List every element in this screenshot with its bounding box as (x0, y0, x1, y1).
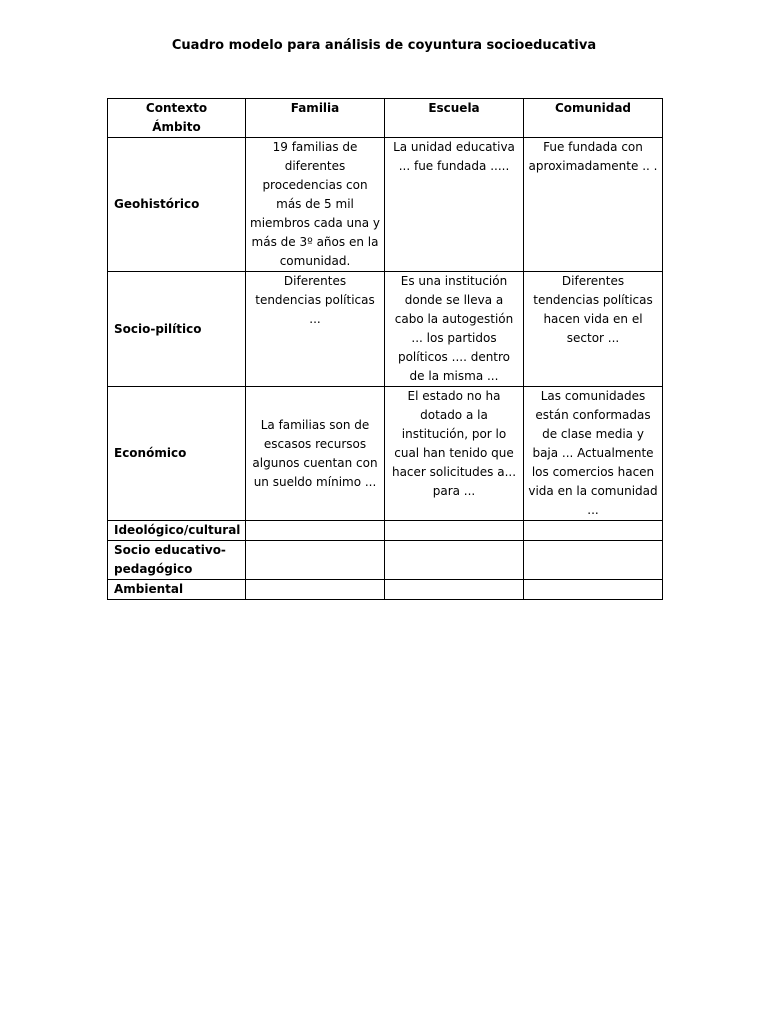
row-label-ambiental: Ambiental (108, 580, 246, 600)
header-comunidad: Comunidad (524, 99, 663, 138)
cell-comunidad (524, 541, 663, 580)
cell-escuela: Es una institución donde se lleva a cabo la autogestión ... los partidos políticos .... dentro de la misma ... (385, 272, 524, 387)
row-label-socio-politico: Socio-pilítico (108, 272, 246, 387)
document-title: Cuadro modelo para análisis de coyuntura socioeducativa (171, 38, 597, 53)
cell-escuela: El estado no ha dotado a la institución, por lo cual han tenido que hacer solicitudes a... para ... (385, 387, 524, 521)
row-label-socio-educativo: Socio educativo-pedagógico (108, 541, 246, 580)
cell-comunidad: Las comunidades están conformadas de clase media y baja ... Actualmente los comercios hacen vida en la comunidad ... (524, 387, 663, 521)
row-label-ideologico-cultural: Ideológico/cultural (108, 521, 246, 541)
row-label-economico: Económico (108, 387, 246, 521)
table-row (108, 580, 663, 600)
cell-escuela (385, 580, 524, 600)
table-row (108, 387, 663, 521)
table-row (108, 541, 663, 580)
cell-comunidad: Diferentes tendencias políticas hacen vida en el sector ... (524, 272, 663, 387)
header-ambito: Ámbito (152, 120, 201, 134)
table-row (108, 521, 663, 541)
cell-escuela (385, 541, 524, 580)
table-header-row (108, 99, 663, 138)
header-corner-cell (108, 99, 246, 138)
header-contexto: Contexto (145, 101, 208, 115)
header-familia: Familia (246, 99, 385, 138)
header-escuela: Escuela (385, 99, 524, 138)
cell-comunidad (524, 521, 663, 541)
cell-familia (246, 541, 385, 580)
analysis-table (107, 98, 663, 600)
cell-familia: 19 familias de diferentes procedencias con más de 5 mil miembros cada una y más de 3º años en la comunidad. (246, 138, 385, 272)
cell-comunidad: Fue fundada con aproximadamente .. . (524, 138, 663, 272)
cell-familia (246, 580, 385, 600)
table-row (108, 272, 663, 387)
cell-comunidad (524, 580, 663, 600)
cell-escuela: La unidad educativa ... fue fundada ..... (385, 138, 524, 272)
table-row (108, 138, 663, 272)
row-label-geohistorico: Geohistórico (108, 138, 246, 272)
cell-familia (246, 521, 385, 541)
cell-familia: Diferentes tendencias políticas ... (246, 272, 385, 387)
cell-familia: La familias son de escasos recursos algunos cuentan con un sueldo mínimo ... (246, 387, 385, 521)
cell-escuela (385, 521, 524, 541)
